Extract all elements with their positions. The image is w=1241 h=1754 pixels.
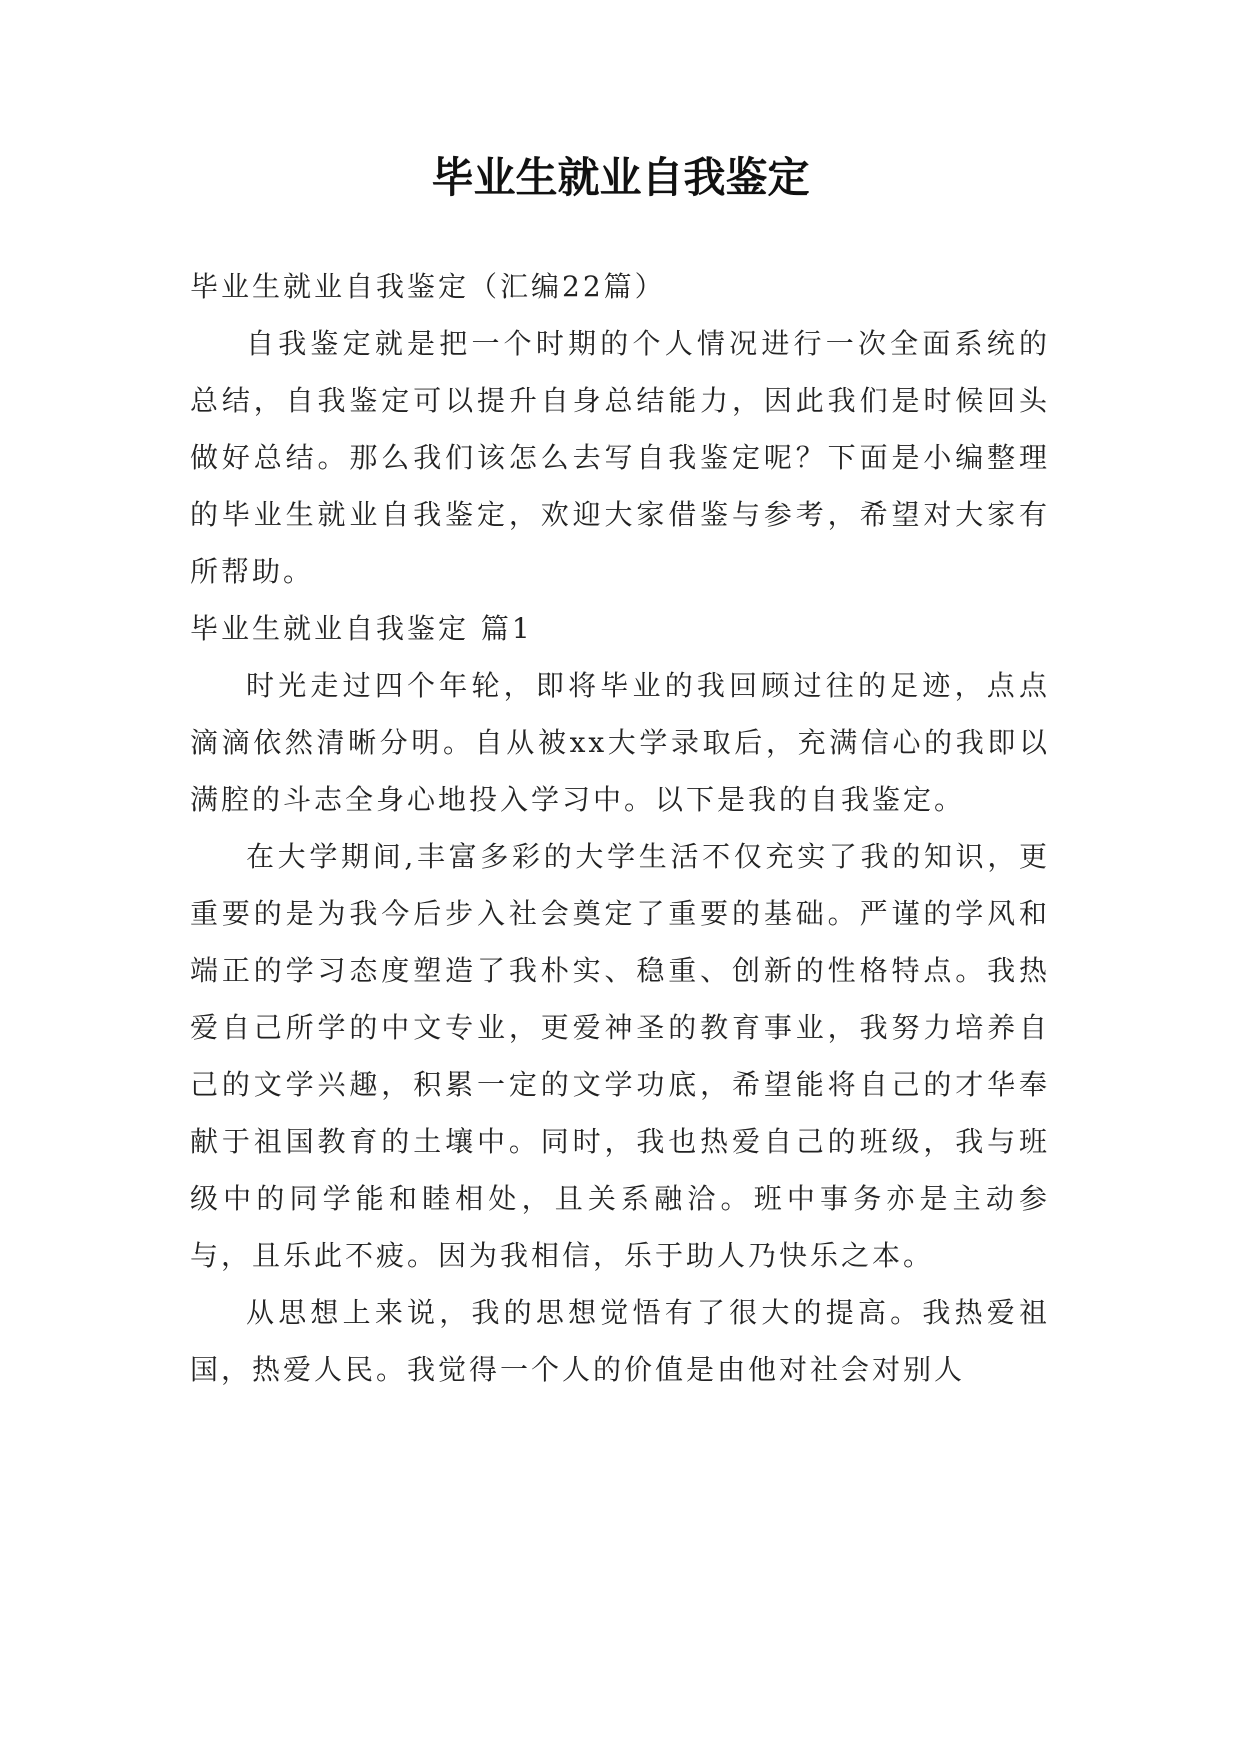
document-subtitle: 毕业生就业自我鉴定（汇编22篇） [190, 270, 666, 303]
intro-paragraph: 自我鉴定就是把一个时期的个人情况进行一次全面系统的总结，自我鉴定可以提升自身总结能力，因此我们是时候回头做好总结。那么我们该怎么去写自我鉴定呢？下面是小编整理的毕业生就业自我鉴定，欢迎大家借鉴与参考，希望对大家有所帮助。 [190, 327, 1050, 588]
body-paragraph: 时光走过四个年轮，即将毕业的我回顾过往的足迹，点点滴滴依然清晰分明。自从被xx大学录取后，充满信心的我即以满腔的斗志全身心地投入学习中。以下是我的自我鉴定。 [190, 669, 1050, 816]
section-heading: 毕业生就业自我鉴定 篇1 [190, 612, 533, 645]
document-body [190, 258, 1050, 1398]
body-paragraph: 从思想上来说，我的思想觉悟有了很大的提高。我热爱祖国，热爱人民。我觉得一个人的价值是由他对社会对别人 [190, 1296, 1050, 1386]
document-title: 毕业生就业自我鉴定 [431, 153, 810, 202]
body-paragraph: 在大学期间,丰富多彩的大学生活不仅充实了我的知识，更重要的是为我今后步入社会奠定了重要的基础。严谨的学风和端正的学习态度塑造了我朴实、稳重、创新的性格特点。我热爱自己所学的中文专业，更爱神圣的教育事业，我努力培养自己的文学兴趣，积累一定的文学功底，希望能将自己的才华奉献于祖国教育的土壤中。同时，我也热爱自己的班级，我与班级中的同学能和睦相处，且关系融洽。班中事务亦是主动参与，且乐此不疲。因为我相信，乐于助人乃快乐之本。 [190, 840, 1050, 1272]
